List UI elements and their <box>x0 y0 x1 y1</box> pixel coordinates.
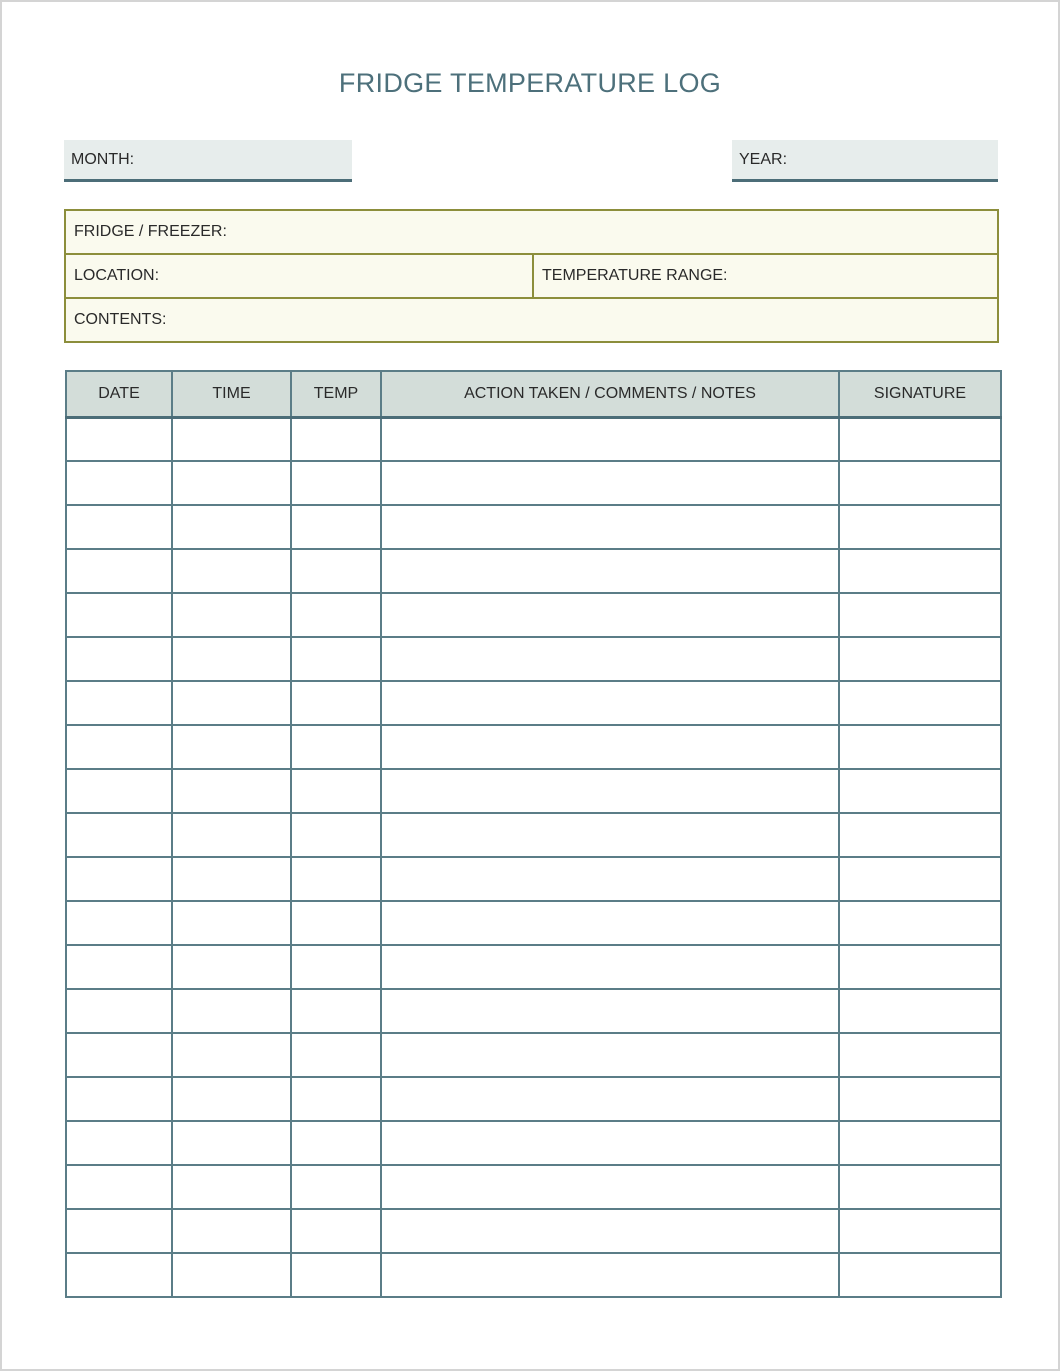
time-cell[interactable] <box>172 725 291 769</box>
temp-cell[interactable] <box>291 549 381 593</box>
temp-cell[interactable] <box>291 1209 381 1253</box>
temp-cell[interactable] <box>291 1121 381 1165</box>
action-notes-cell[interactable] <box>381 1121 839 1165</box>
table-header-row <box>66 371 1001 417</box>
signature-cell[interactable] <box>839 1165 1001 1209</box>
signature-cell[interactable] <box>839 1077 1001 1121</box>
date-cell[interactable] <box>66 1253 172 1297</box>
table-row <box>66 1253 1001 1297</box>
table-row <box>66 681 1001 725</box>
action-notes-cell[interactable] <box>381 1209 839 1253</box>
time-cell[interactable] <box>172 901 291 945</box>
month-field[interactable] <box>64 140 352 182</box>
signature-cell[interactable] <box>839 945 1001 989</box>
table-row <box>66 857 1001 901</box>
temp-cell[interactable] <box>291 725 381 769</box>
date-cell[interactable] <box>66 1121 172 1165</box>
date-cell[interactable] <box>66 593 172 637</box>
table-row <box>66 813 1001 857</box>
temp-cell[interactable] <box>291 593 381 637</box>
column-header-temp: TEMP <box>291 371 381 417</box>
temp-cell[interactable] <box>291 1033 381 1077</box>
date-cell[interactable] <box>66 989 172 1033</box>
date-cell[interactable] <box>66 1077 172 1121</box>
date-cell[interactable] <box>66 945 172 989</box>
table-row <box>66 417 1001 461</box>
contents-row[interactable] <box>66 299 997 341</box>
time-cell[interactable] <box>172 1209 291 1253</box>
time-cell[interactable] <box>172 813 291 857</box>
signature-cell[interactable] <box>839 989 1001 1033</box>
date-cell[interactable] <box>66 681 172 725</box>
action-notes-cell[interactable] <box>381 1253 839 1297</box>
signature-cell[interactable] <box>839 681 1001 725</box>
time-cell[interactable] <box>172 1077 291 1121</box>
signature-cell[interactable] <box>839 549 1001 593</box>
date-cell[interactable] <box>66 769 172 813</box>
time-cell[interactable] <box>172 989 291 1033</box>
signature-cell[interactable] <box>839 1253 1001 1297</box>
action-notes-cell[interactable] <box>381 945 839 989</box>
temp-cell[interactable] <box>291 901 381 945</box>
action-notes-cell[interactable] <box>381 417 839 461</box>
table-row <box>66 461 1001 505</box>
time-cell[interactable] <box>172 593 291 637</box>
location-field[interactable] <box>66 255 532 297</box>
time-cell[interactable] <box>172 461 291 505</box>
date-cell[interactable] <box>66 813 172 857</box>
signature-cell[interactable] <box>839 813 1001 857</box>
table-row <box>66 945 1001 989</box>
fridge-freezer-label: FRIDGE / FREEZER: <box>74 223 227 240</box>
date-cell[interactable] <box>66 725 172 769</box>
date-cell[interactable] <box>66 1165 172 1209</box>
year-field[interactable] <box>732 140 998 182</box>
action-notes-cell[interactable] <box>381 989 839 1033</box>
action-notes-cell[interactable] <box>381 901 839 945</box>
temp-cell[interactable] <box>291 857 381 901</box>
signature-cell[interactable] <box>839 1033 1001 1077</box>
temperature-range-field[interactable] <box>532 255 997 297</box>
column-header-action-notes: ACTION TAKEN / COMMENTS / NOTES <box>381 371 839 417</box>
fridge-freezer-row[interactable] <box>66 211 997 255</box>
action-notes-cell[interactable] <box>381 1033 839 1077</box>
signature-cell[interactable] <box>839 857 1001 901</box>
table-row <box>66 989 1001 1033</box>
time-cell[interactable] <box>172 681 291 725</box>
year-label: YEAR: <box>739 151 788 168</box>
column-header-date: DATE <box>66 371 172 417</box>
action-notes-cell[interactable] <box>381 637 839 681</box>
date-cell[interactable] <box>66 461 172 505</box>
temp-cell[interactable] <box>291 1077 381 1121</box>
table-body <box>66 417 1001 1297</box>
signature-cell[interactable] <box>839 461 1001 505</box>
signature-cell[interactable] <box>839 725 1001 769</box>
time-cell[interactable] <box>172 549 291 593</box>
temp-cell[interactable] <box>291 945 381 989</box>
temperature-range-label: TEMPERATURE RANGE: <box>542 267 728 284</box>
date-cell[interactable] <box>66 549 172 593</box>
action-notes-cell[interactable] <box>381 593 839 637</box>
month-label: MONTH: <box>71 151 135 168</box>
location-label: LOCATION: <box>74 267 160 284</box>
date-cell[interactable] <box>66 1209 172 1253</box>
table-row <box>66 593 1001 637</box>
temp-cell[interactable] <box>291 417 381 461</box>
fridge-freezer-field[interactable] <box>66 211 997 253</box>
time-cell[interactable] <box>172 769 291 813</box>
table-row <box>66 1077 1001 1121</box>
date-cell[interactable] <box>66 901 172 945</box>
page-title: FRIDGE TEMPERATURE LOG <box>338 68 722 98</box>
table-row <box>66 1209 1001 1253</box>
date-cell[interactable] <box>66 505 172 549</box>
column-header-signature: SIGNATURE <box>839 371 1001 417</box>
table-row <box>66 725 1001 769</box>
action-notes-cell[interactable] <box>381 813 839 857</box>
action-notes-cell[interactable] <box>381 1165 839 1209</box>
action-notes-cell[interactable] <box>381 681 839 725</box>
action-notes-cell[interactable] <box>381 1077 839 1121</box>
action-notes-cell[interactable] <box>381 857 839 901</box>
contents-label: CONTENTS: <box>74 311 167 328</box>
action-notes-cell[interactable] <box>381 549 839 593</box>
signature-cell[interactable] <box>839 593 1001 637</box>
signature-cell[interactable] <box>839 417 1001 461</box>
temp-cell[interactable] <box>291 1253 381 1297</box>
time-cell[interactable] <box>172 1033 291 1077</box>
time-cell[interactable] <box>172 1121 291 1165</box>
temp-cell[interactable] <box>291 813 381 857</box>
date-cell[interactable] <box>66 637 172 681</box>
signature-cell[interactable] <box>839 505 1001 549</box>
date-cell[interactable] <box>66 857 172 901</box>
time-cell[interactable] <box>172 1253 291 1297</box>
temp-cell[interactable] <box>291 769 381 813</box>
temp-cell[interactable] <box>291 681 381 725</box>
table-row <box>66 901 1001 945</box>
temp-cell[interactable] <box>291 1165 381 1209</box>
action-notes-cell[interactable] <box>381 505 839 549</box>
signature-cell[interactable] <box>839 901 1001 945</box>
table-row <box>66 1165 1001 1209</box>
temp-cell[interactable] <box>291 505 381 549</box>
time-cell[interactable] <box>172 505 291 549</box>
temp-cell[interactable] <box>291 461 381 505</box>
date-cell[interactable] <box>66 1033 172 1077</box>
time-cell[interactable] <box>172 417 291 461</box>
table-row <box>66 549 1001 593</box>
temp-cell[interactable] <box>291 989 381 1033</box>
contents-field[interactable] <box>66 299 997 341</box>
signature-cell[interactable] <box>839 637 1001 681</box>
signature-cell[interactable] <box>839 1209 1001 1253</box>
table-row <box>66 1121 1001 1165</box>
date-cell[interactable] <box>66 417 172 461</box>
location-range-row <box>66 255 997 299</box>
action-notes-cell[interactable] <box>381 769 839 813</box>
action-notes-cell[interactable] <box>381 461 839 505</box>
signature-cell[interactable] <box>839 769 1001 813</box>
time-cell[interactable] <box>172 1165 291 1209</box>
table-row <box>66 1033 1001 1077</box>
table-row <box>66 769 1001 813</box>
time-cell[interactable] <box>172 945 291 989</box>
fridge-info-box <box>64 209 999 343</box>
signature-cell[interactable] <box>839 1121 1001 1165</box>
time-cell[interactable] <box>172 637 291 681</box>
table-row <box>66 505 1001 549</box>
column-header-time: TIME <box>172 371 291 417</box>
table-row <box>66 637 1001 681</box>
time-cell[interactable] <box>172 857 291 901</box>
temperature-log-table <box>65 370 1002 1298</box>
action-notes-cell[interactable] <box>381 725 839 769</box>
temp-cell[interactable] <box>291 637 381 681</box>
